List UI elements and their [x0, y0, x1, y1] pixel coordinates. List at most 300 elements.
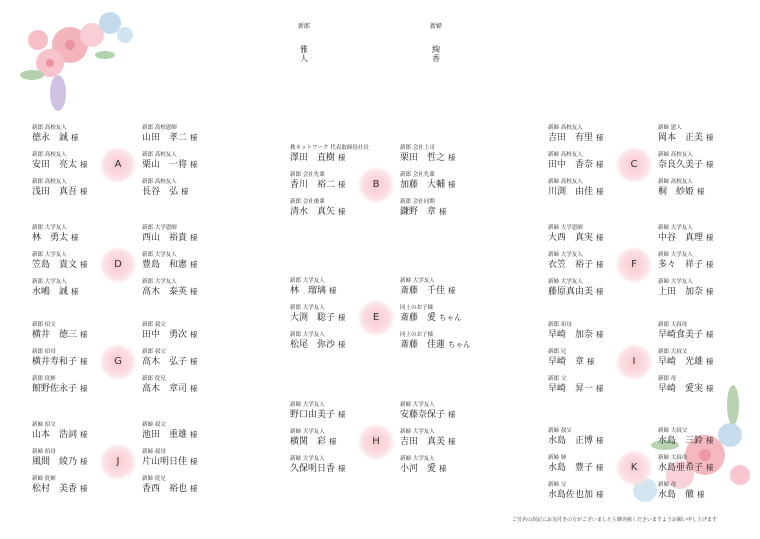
- guest-seat: [400, 199, 500, 218]
- guest-name-text: 栗田 哲之: [400, 153, 446, 163]
- guest-honorific: 様: [706, 357, 714, 366]
- guest-name-text: 吉田 有里: [548, 133, 594, 143]
- guest-seat: [290, 278, 390, 297]
- guest-seat: [142, 322, 242, 341]
- guest-seat: [142, 152, 242, 171]
- guest-honorific: 様: [80, 187, 88, 196]
- guest-honorific: 様: [181, 187, 189, 196]
- guest-seat: [400, 402, 500, 421]
- guest-relation: 同上のお子様: [400, 305, 434, 311]
- guest-relation: 新婦 伯父: [32, 422, 56, 428]
- guest-relation: 新郎 大叔父: [658, 349, 688, 355]
- guest-name: [142, 429, 242, 441]
- guest-name: [658, 435, 758, 447]
- guest-name: [32, 186, 132, 198]
- guest-name: [548, 286, 648, 298]
- guest-honorific: 様: [706, 384, 714, 393]
- guest-name-text: 加藤 大輔: [400, 180, 446, 190]
- guest-relation: 新郎 大学友人: [32, 225, 67, 231]
- guest-name: [548, 489, 648, 501]
- guest-relation: 新婦 大学友人: [548, 252, 583, 258]
- guest-name: [290, 285, 390, 297]
- guest-relation: 新婦 大叔父: [658, 428, 688, 434]
- guest-name-text: 大渕 聡子: [290, 313, 336, 323]
- guest-name: [142, 232, 242, 244]
- guest-seat: [658, 152, 758, 171]
- guest-seat: [32, 225, 132, 244]
- guest-name-text: 高木 弘子: [142, 357, 188, 367]
- guest-name: [32, 232, 132, 244]
- guest-name-text: 桐 紗姫: [658, 187, 695, 197]
- guest-seat: [142, 422, 242, 441]
- guest-name: [548, 329, 648, 341]
- table-label: H: [358, 424, 394, 460]
- guest-name-text: 野口由美子: [290, 410, 336, 420]
- table-label: A: [100, 147, 136, 183]
- guest-name: [400, 285, 500, 297]
- guest-honorific: 様: [329, 437, 337, 446]
- guest-relation: 新婦 大学恩師: [548, 225, 583, 231]
- guest-name: [32, 329, 132, 341]
- guest-relation: 新郎 会社上司: [400, 145, 435, 151]
- guest-honorific: 様: [190, 287, 198, 296]
- guest-name-text: 松村 美香: [32, 484, 78, 494]
- guest-name-text: 高木 章司: [142, 384, 188, 394]
- guest-name-text: 田中 勇次: [142, 330, 188, 340]
- guest-relation: 新婦 大学友人: [400, 456, 435, 462]
- guest-honorific: 様: [338, 313, 346, 322]
- guest-relation: 新郎 高校友人: [142, 179, 177, 185]
- guest-name-text: 奈良久美子: [658, 160, 704, 170]
- guest-name: [32, 483, 132, 495]
- guest-name: [658, 232, 758, 244]
- guest-name: [658, 159, 758, 171]
- guest-honorific: 様: [448, 410, 456, 419]
- bride-block: [430, 22, 442, 63]
- guest-seat: [142, 449, 242, 468]
- guest-honorific: 様: [448, 286, 456, 295]
- guest-honorific: 様: [706, 436, 714, 445]
- guest-name: [290, 409, 390, 421]
- guest-name-text: 田中 香奈: [548, 160, 594, 170]
- guest-relation: 新婦 大学友人: [548, 279, 583, 285]
- guest-name-text: 浅田 真吾: [32, 187, 78, 197]
- guest-honorific: 様: [706, 133, 714, 142]
- guest-name-text: 早崎 加奈: [548, 330, 594, 340]
- guest-name-text: 林 勇太: [32, 233, 69, 243]
- guest-seat: [400, 332, 500, 351]
- guest-name-text: 横井 徳三: [32, 330, 78, 340]
- guest-name: [400, 179, 500, 191]
- guest-name-text: 豊島 和憲: [142, 260, 188, 270]
- guest-name: [658, 329, 758, 341]
- guest-relation: 新郎 会社先輩: [400, 172, 435, 178]
- guest-relation: 新郎 大学友人: [290, 278, 325, 284]
- guest-name: [400, 409, 500, 421]
- guest-seat: [400, 172, 500, 191]
- guest-name-text: 清水 真矢: [290, 207, 336, 217]
- guest-name: [32, 383, 132, 395]
- guest-seat: [142, 476, 242, 495]
- guest-name: [142, 186, 242, 198]
- guest-relation: 新婦 大学友人: [400, 429, 435, 435]
- guest-honorific: 様: [338, 180, 346, 189]
- guest-name: [400, 339, 500, 351]
- guest-relation: 新郎 高校友人: [32, 179, 67, 185]
- guest-relation: 新婦 高校友人: [658, 152, 693, 158]
- guest-name-text: 高木 泰英: [142, 287, 188, 297]
- guest-name-text: 斎藤 佳蓮: [400, 340, 446, 350]
- guest-name-text: 多々 祥子: [658, 260, 704, 270]
- guest-relation: 新郎 父: [548, 376, 567, 382]
- guest-name: [400, 463, 500, 475]
- guest-honorific: 様: [596, 233, 604, 242]
- guest-honorific: 様: [80, 330, 88, 339]
- guest-name: [32, 132, 132, 144]
- guest-seat: [658, 455, 758, 474]
- guest-honorific: 様: [190, 330, 198, 339]
- guest-relation: 新婦 大学友人: [658, 252, 693, 258]
- guest-relation: 新婦 大学友人: [290, 429, 325, 435]
- guest-relation: 新婦 伯母: [32, 449, 56, 455]
- guest-relation: 新郎 大学友人: [142, 252, 177, 258]
- table-label: I: [616, 344, 652, 380]
- guest-honorific: 様: [338, 464, 346, 473]
- guest-relation: 新婦 大学友人: [290, 456, 325, 462]
- guest-honorific: 様: [596, 260, 604, 269]
- guest-seat: [548, 125, 648, 144]
- guest-honorific: 様: [706, 287, 714, 296]
- guest-honorific: 様: [596, 330, 604, 339]
- guest-seat: [658, 322, 758, 341]
- guest-name-text: 早崎 章: [548, 357, 585, 367]
- guest-relation: 新郎 会社後輩: [290, 199, 325, 205]
- guest-relation: 新婦 大学友人: [658, 279, 693, 285]
- guest-honorific: 様: [596, 287, 604, 296]
- guest-name-text: 山田 孝二: [142, 133, 188, 143]
- guest-honorific: 様: [71, 287, 79, 296]
- guest-honorific: 様: [596, 436, 604, 445]
- guest-relation: 新婦 高校友人: [548, 125, 583, 131]
- guest-name: [548, 435, 648, 447]
- guest-name-text: 早崎食美子: [658, 330, 704, 340]
- guest-relation: 新郎 叔父: [142, 349, 166, 355]
- guest-honorific: 様: [706, 330, 714, 339]
- guest-relation: 新婦 父: [548, 482, 567, 488]
- guest-honorific: 様: [587, 357, 595, 366]
- guest-relation: 新婦 高校友人: [548, 152, 583, 158]
- guest-honorific: 様: [338, 410, 346, 419]
- guest-name-text: 山本 浩詞: [32, 430, 78, 440]
- guest-seat: [548, 428, 648, 447]
- guest-name: [290, 152, 390, 164]
- guest-name-text: 横井寿和子: [32, 357, 78, 367]
- guest-relation: 新郎 兄: [548, 349, 567, 355]
- guest-name: [142, 356, 242, 368]
- guest-relation: 新郎 祖母: [548, 322, 572, 328]
- guest-relation: 新郎 伯父: [32, 322, 56, 328]
- guest-honorific: 様: [190, 357, 198, 366]
- guest-name-text: 水島 三鈴: [658, 436, 704, 446]
- guest-name: [142, 286, 242, 298]
- footer-note: ご芳名の誤記にお気付きの方がございましたら御容赦くださいますようお願い申し上げます: [512, 517, 718, 523]
- guest-relation: 新郎 大学恩師: [142, 225, 177, 231]
- guest-honorific: 様: [190, 260, 198, 269]
- bride-name: 絢香: [432, 45, 440, 63]
- guest-honorific: 様: [80, 384, 88, 393]
- guest-honorific: 様: [190, 430, 198, 439]
- guest-name-text: 水島 徹: [658, 490, 695, 500]
- guest-honorific: 様: [596, 463, 604, 472]
- guest-name-text: 水島 正博: [548, 436, 594, 446]
- guest-name-text: 笠島 貴文: [32, 260, 78, 270]
- guest-seat: [400, 305, 500, 324]
- guest-relation: 新郎 伯母: [32, 349, 56, 355]
- guest-name: [142, 483, 242, 495]
- guest-name: [142, 132, 242, 144]
- guest-relation: 新郎 大学友人: [290, 305, 325, 311]
- guest-seat: [142, 279, 242, 298]
- table-label: F: [616, 247, 652, 283]
- table-label: D: [100, 247, 136, 283]
- guest-relation: 新郎 高校友人: [142, 152, 177, 158]
- groom-label: 新郎: [298, 23, 311, 30]
- guest-relation: 新婦 高校友人: [658, 179, 693, 185]
- guest-name-text: 香西 裕也: [142, 484, 188, 494]
- guest-name: [658, 286, 758, 298]
- guest-honorific: 様: [71, 133, 79, 142]
- guest-name: [658, 462, 758, 474]
- guest-seat: [400, 145, 500, 164]
- guest-name-text: 水島佐也加: [548, 490, 594, 500]
- guest-honorific: 様: [448, 437, 456, 446]
- guest-name: [142, 259, 242, 271]
- guest-name-text: 横関 彩: [290, 437, 327, 447]
- guest-name: [290, 206, 390, 218]
- guest-name: [658, 489, 758, 501]
- guest-relation: 新郎 高校友人: [32, 125, 67, 131]
- guest-seat: [658, 376, 758, 395]
- guest-name: [32, 429, 132, 441]
- guest-name-text: 徳永 誠: [32, 133, 69, 143]
- guest-honorific: 様: [71, 233, 79, 242]
- guest-name: [400, 312, 500, 324]
- guest-honorific: 様: [338, 207, 346, 216]
- guest-honorific: 様: [706, 260, 714, 269]
- guest-name-text: 松尾 弥沙: [290, 340, 336, 350]
- guest-seat: [400, 278, 500, 297]
- guest-seat: [32, 322, 132, 341]
- guest-name-text: 安田 亮太: [32, 160, 78, 170]
- guest-relation: 新婦 大学友人: [400, 278, 435, 284]
- guest-name-text: 早崎 昇一: [548, 384, 594, 394]
- guest-name: [400, 206, 500, 218]
- guest-name-text: 岡本 正美: [658, 133, 704, 143]
- guest-seat: [658, 279, 758, 298]
- guest-honorific: 様: [596, 187, 604, 196]
- guest-seat: [142, 225, 242, 244]
- guest-name-text: 早崎 光雄: [658, 357, 704, 367]
- guest-honorific: 様: [329, 286, 337, 295]
- guest-honorific: 様: [190, 133, 198, 142]
- guest-honorific: ちゃん: [439, 313, 462, 322]
- guest-name: [142, 159, 242, 171]
- guest-honorific: 様: [190, 457, 198, 466]
- guest-name-text: 水嶋 誠: [32, 287, 69, 297]
- guest-seat: [548, 225, 648, 244]
- table-label: K: [616, 450, 652, 486]
- guest-seat: [142, 125, 242, 144]
- guest-seat: [142, 349, 242, 368]
- guest-name: [142, 456, 242, 468]
- guest-name-text: 藤原真由美: [548, 287, 594, 297]
- guest-name-text: 小河 愛: [400, 464, 437, 474]
- guest-honorific: 様: [596, 133, 604, 142]
- table-label: E: [358, 300, 394, 336]
- guest-relation: 新婦 母: [658, 482, 677, 488]
- guest-relation: 新婦 叔母: [142, 449, 166, 455]
- guest-honorific: 様: [448, 180, 456, 189]
- guest-name-text: 澤田 直樹: [290, 153, 336, 163]
- guest-name-text: 中谷 真理: [658, 233, 704, 243]
- guest-name: [142, 329, 242, 341]
- guest-name-text: 大西 真実: [548, 233, 594, 243]
- groom-block: [298, 22, 310, 63]
- guest-seat: [658, 428, 758, 447]
- guest-seat: [142, 252, 242, 271]
- guest-name-text: 長谷 弘: [142, 187, 179, 197]
- guest-name-text: 栗山 一将: [142, 160, 188, 170]
- guest-honorific: 様: [80, 457, 88, 466]
- guest-seat: [142, 179, 242, 198]
- guest-honorific: 様: [596, 490, 604, 499]
- guest-name: [548, 383, 648, 395]
- guest-relation: 新郎 大学友人: [290, 332, 325, 338]
- guest-honorific: 様: [596, 384, 604, 393]
- guest-name-text: 斎藤 愛: [400, 313, 437, 323]
- guest-honorific: 様: [706, 233, 714, 242]
- guest-name-text: 斎藤 千佳: [400, 286, 446, 296]
- table-label: B: [358, 167, 394, 203]
- guest-name-text: 上田 加奈: [658, 287, 704, 297]
- groom-name: 雅人: [300, 45, 308, 63]
- guest-relation: 新郎 従姉: [32, 376, 56, 382]
- guest-relation: 新婦 叔父: [142, 422, 166, 428]
- bride-label: 新婦: [430, 23, 443, 30]
- guest-honorific: 様: [190, 484, 198, 493]
- guest-relation: 新郎 大叔母: [658, 322, 688, 328]
- guest-relation: 新婦 叔父: [548, 428, 572, 434]
- guest-seat: [658, 482, 758, 501]
- guest-name-text: 衣笠 裕子: [548, 260, 594, 270]
- guest-honorific: 様: [439, 464, 447, 473]
- guest-name-text: 風間 綾乃: [32, 457, 78, 467]
- guest-name: [548, 132, 648, 144]
- guest-seat: [32, 422, 132, 441]
- guest-name: [400, 436, 500, 448]
- guest-relation: 新婦 大学友人: [290, 402, 325, 408]
- guest-name-text: 川渕 由佳: [548, 187, 594, 197]
- guest-seat: [32, 125, 132, 144]
- guest-relation: 新婦 大学友人: [658, 225, 693, 231]
- guest-relation: 新婦 大叔母: [658, 455, 688, 461]
- guest-seat: [548, 322, 648, 341]
- guest-honorific: 様: [448, 153, 456, 162]
- guest-honorific: 様: [80, 484, 88, 493]
- guest-seat: [658, 125, 758, 144]
- guest-relation: 新郎 大学友人: [142, 279, 177, 285]
- guest-name: [658, 259, 758, 271]
- guest-relation: 新郎 会社先輩: [290, 172, 325, 178]
- guest-honorific: 様: [338, 153, 346, 162]
- guest-relation: 新郎 大学友人: [32, 279, 67, 285]
- guest-relation: 新郎 従兄: [142, 376, 166, 382]
- guest-honorific: 様: [80, 160, 88, 169]
- guest-name-text: 西山 裕貴: [142, 233, 188, 243]
- guest-seat: [658, 225, 758, 244]
- guest-relation: 新郎 高校恩師: [142, 125, 177, 131]
- guest-seat: [290, 402, 390, 421]
- guest-honorific: 様: [706, 160, 714, 169]
- guest-name: [548, 186, 648, 198]
- guest-honorific: 様: [80, 357, 88, 366]
- guest-name: [290, 339, 390, 351]
- guest-name: [142, 383, 242, 395]
- guest-seat: [658, 349, 758, 368]
- guest-name: [658, 132, 758, 144]
- guest-relation: 新婦 姉: [548, 455, 567, 461]
- guest-seat: [658, 252, 758, 271]
- guest-relation: 株ネットワーク 代表取締役社長: [290, 145, 369, 151]
- guest-seat: [290, 145, 390, 164]
- guest-relation: 新婦 恩人: [658, 125, 682, 131]
- guest-honorific: 様: [190, 160, 198, 169]
- table-label: G: [100, 344, 136, 380]
- guest-name-text: 片山明日佳: [142, 457, 188, 467]
- table-label: C: [616, 147, 652, 183]
- guest-honorific: 様: [190, 384, 198, 393]
- guest-relation: 新婦 従姉: [32, 476, 56, 482]
- guest-seat: [400, 429, 500, 448]
- guest-name-text: 池田 重雄: [142, 430, 188, 440]
- guest-name: [290, 463, 390, 475]
- guest-name-text: 林 瑠璃: [290, 286, 327, 296]
- guest-relation: 新郎 大学友人: [32, 252, 67, 258]
- guest-name: [658, 383, 758, 395]
- guest-honorific: 様: [80, 430, 88, 439]
- guest-relation: 新婦 従兄: [142, 476, 166, 482]
- guest-seat: [658, 179, 758, 198]
- guest-name-text: 早崎 愛実: [658, 384, 704, 394]
- guest-relation: 新郎 会社同期: [400, 199, 435, 205]
- guest-name-text: 久保明日香: [290, 464, 336, 474]
- guest-seat: [142, 376, 242, 395]
- guest-name-text: 吉田 真美: [400, 437, 446, 447]
- guest-name: [400, 152, 500, 164]
- guest-honorific: 様: [190, 233, 198, 242]
- guest-honorific: 様: [596, 160, 604, 169]
- guest-relation: 新郎 母: [658, 376, 677, 382]
- guest-honorific: 様: [697, 187, 705, 196]
- guest-name: [32, 286, 132, 298]
- guest-name-text: 香川 裕二: [290, 180, 336, 190]
- floral-decoration-top-left: [10, 5, 140, 125]
- guest-name-text: 安藤奈保子: [400, 410, 446, 420]
- guest-relation: 新婦 高校友人: [548, 179, 583, 185]
- guest-honorific: 様: [697, 490, 705, 499]
- guest-relation: 新婦 大学友人: [400, 402, 435, 408]
- guest-relation: 新郎 高校友人: [32, 152, 67, 158]
